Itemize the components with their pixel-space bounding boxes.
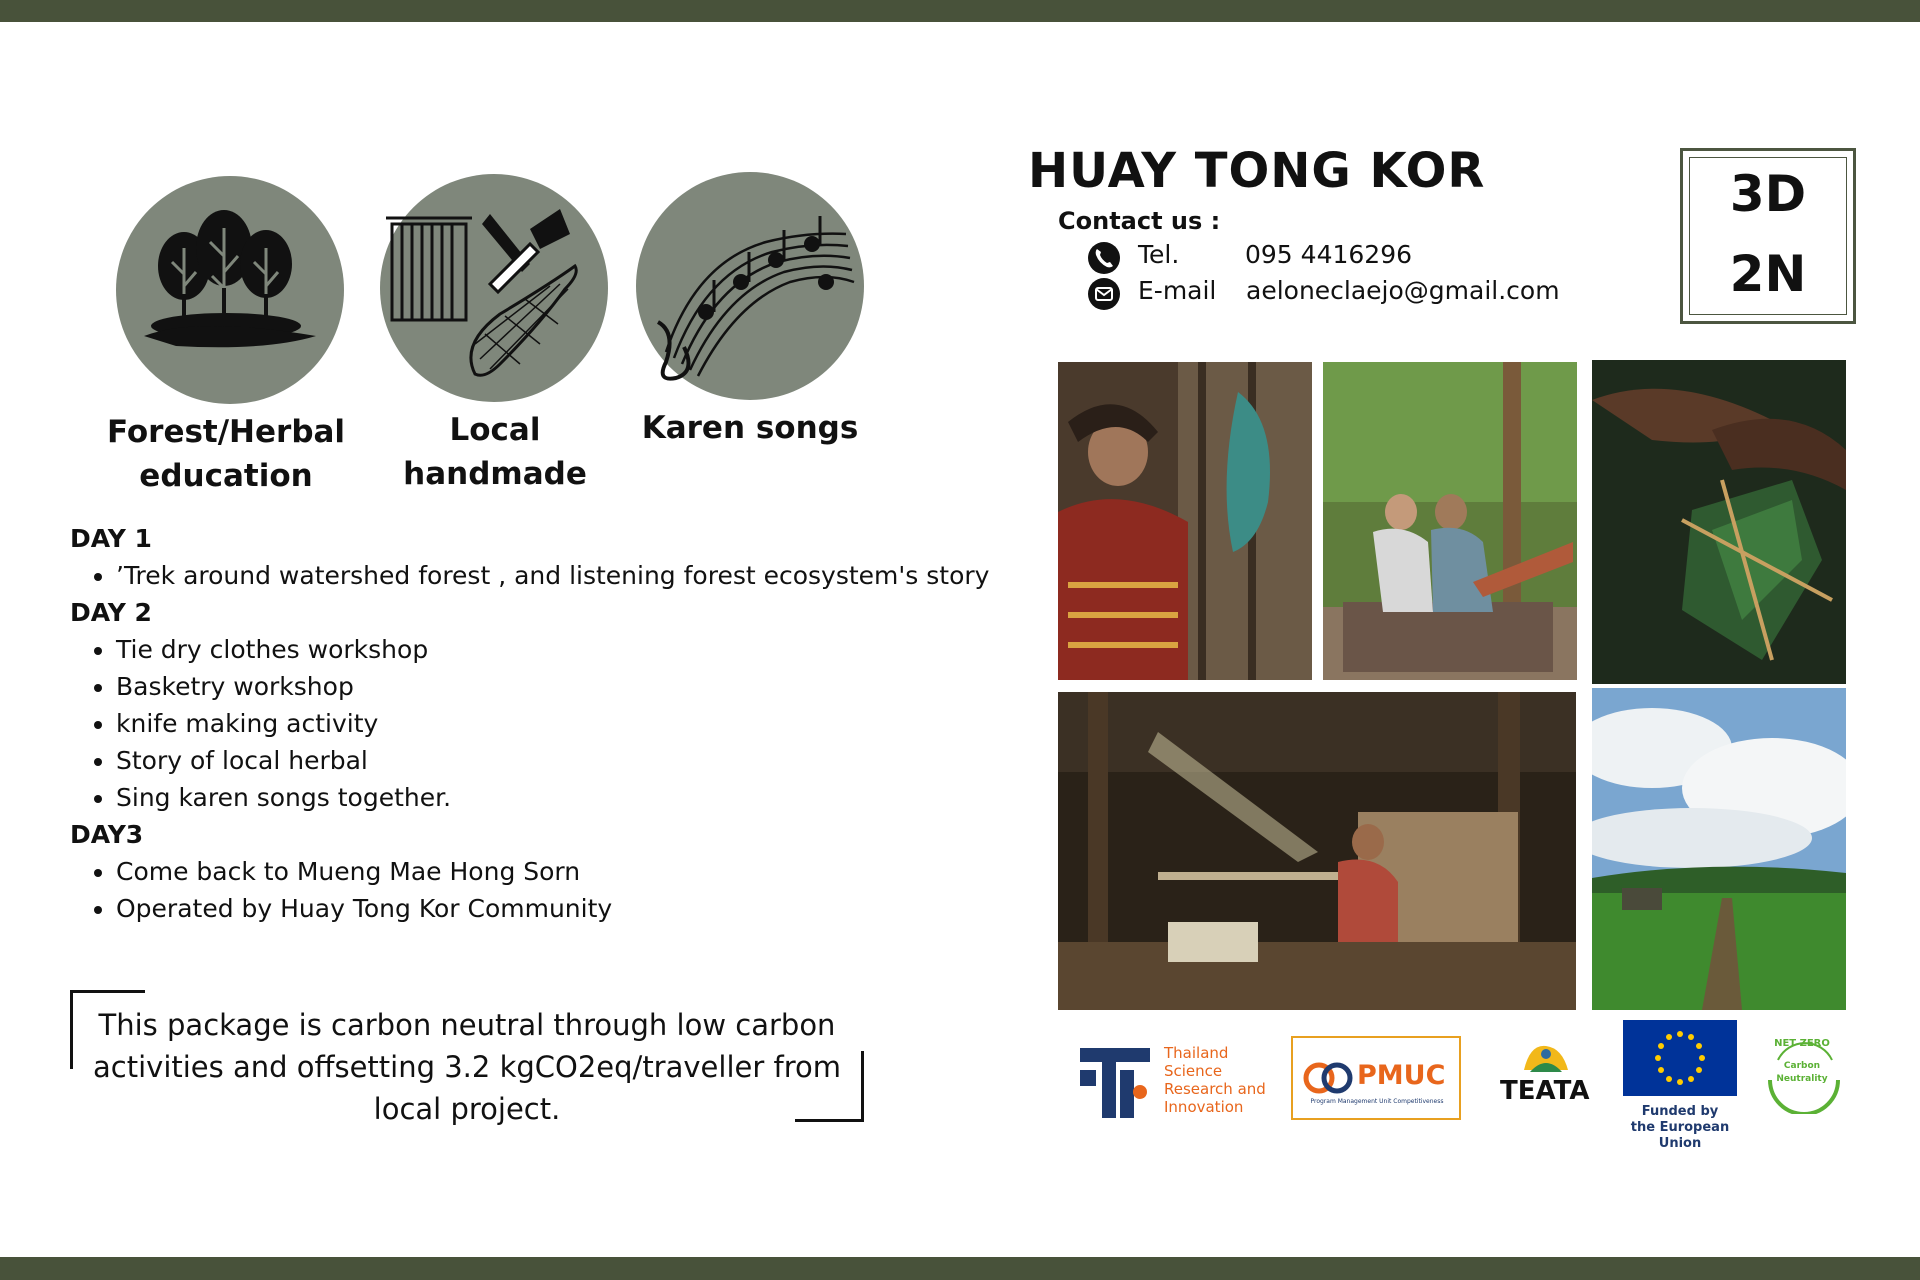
contact-label: Contact us : [1058, 207, 1221, 235]
forest-icon [116, 176, 344, 404]
day3-list [70, 853, 990, 927]
duration-nights: 2N [1729, 245, 1807, 303]
teata-logo [1492, 1040, 1602, 1120]
top-accent-bar [0, 0, 1920, 22]
teata-name: TEATA [1500, 1076, 1590, 1106]
list-item: • Come back to Mueng Mae Hong Sorn [116, 853, 990, 890]
photo-men-weaving [1323, 362, 1577, 680]
music-notes-icon [636, 172, 864, 400]
page-title: HUAY TONG KOR [1028, 143, 1486, 199]
email-label: E-mail [1138, 276, 1217, 305]
photo-woman-yarn [1058, 362, 1312, 680]
list-item: • Sing karen songs together. [116, 779, 990, 816]
tel-label: Tel. [1138, 240, 1180, 269]
duration-badge [1680, 148, 1856, 324]
eu-logo [1612, 1020, 1748, 1151]
mail-icon [1088, 278, 1120, 310]
net-zero-logo [1758, 1030, 1852, 1114]
day-title: DAY 1 [70, 524, 152, 553]
email-value[interactable]: aeloneclaejo@gmail.com [1246, 276, 1560, 305]
carbon-note-text: This package is carbon neutral through low carbon activities and offsetting 3.2 kgCO2eq/traveller from local project. [93, 1008, 841, 1126]
net-zero-subtitle: Carbon Neutrality [1776, 1061, 1828, 1084]
list-item: • Story of local herbal [116, 742, 990, 779]
list-item: • ’Trek around watershed forest , and listening forest ecosystem's story [116, 557, 990, 594]
photo-hands-weaving-leaves [1592, 360, 1846, 684]
phone-icon [1088, 242, 1120, 274]
handmade-tools-icon [380, 174, 608, 402]
day-title: DAY3 [70, 820, 144, 849]
activity-label-handmade: Local handmade [403, 412, 587, 492]
list-item: • Tie dry clothes workshop [116, 631, 990, 668]
pmuc-name: PMUC [1357, 1060, 1446, 1091]
list-item: • knife making activity [116, 705, 990, 742]
activity-label-songs: Karen songs [641, 410, 859, 446]
day-title: DAY 2 [70, 598, 152, 627]
itinerary [70, 520, 990, 927]
net-zero-title: NET ZERO [1774, 1038, 1830, 1049]
photo-field-sky [1592, 688, 1846, 1010]
day1-list [70, 557, 990, 594]
list-item: • Operated by Huay Tong Kor Community [116, 890, 990, 927]
tsri-name: Thailand Science Research and Innovation [1164, 1044, 1266, 1116]
carbon-note [70, 990, 864, 1126]
photo-woman-loom [1058, 692, 1576, 1010]
activity-label-forest: Forest/Herbal education [106, 414, 346, 494]
pmuc-logo [1291, 1036, 1461, 1120]
tsri-logo [1080, 1040, 1280, 1120]
duration-days: 3D [1729, 165, 1807, 223]
tel-value[interactable]: 095 4416296 [1245, 240, 1413, 269]
eu-caption: Funded by the European Union [1630, 1104, 1730, 1151]
day2-list [70, 631, 990, 816]
list-item: • Basketry workshop [116, 668, 990, 705]
bottom-accent-bar [0, 1257, 1920, 1280]
pmuc-subtitle: Program Management Unit Competitiveness [1310, 1098, 1444, 1105]
